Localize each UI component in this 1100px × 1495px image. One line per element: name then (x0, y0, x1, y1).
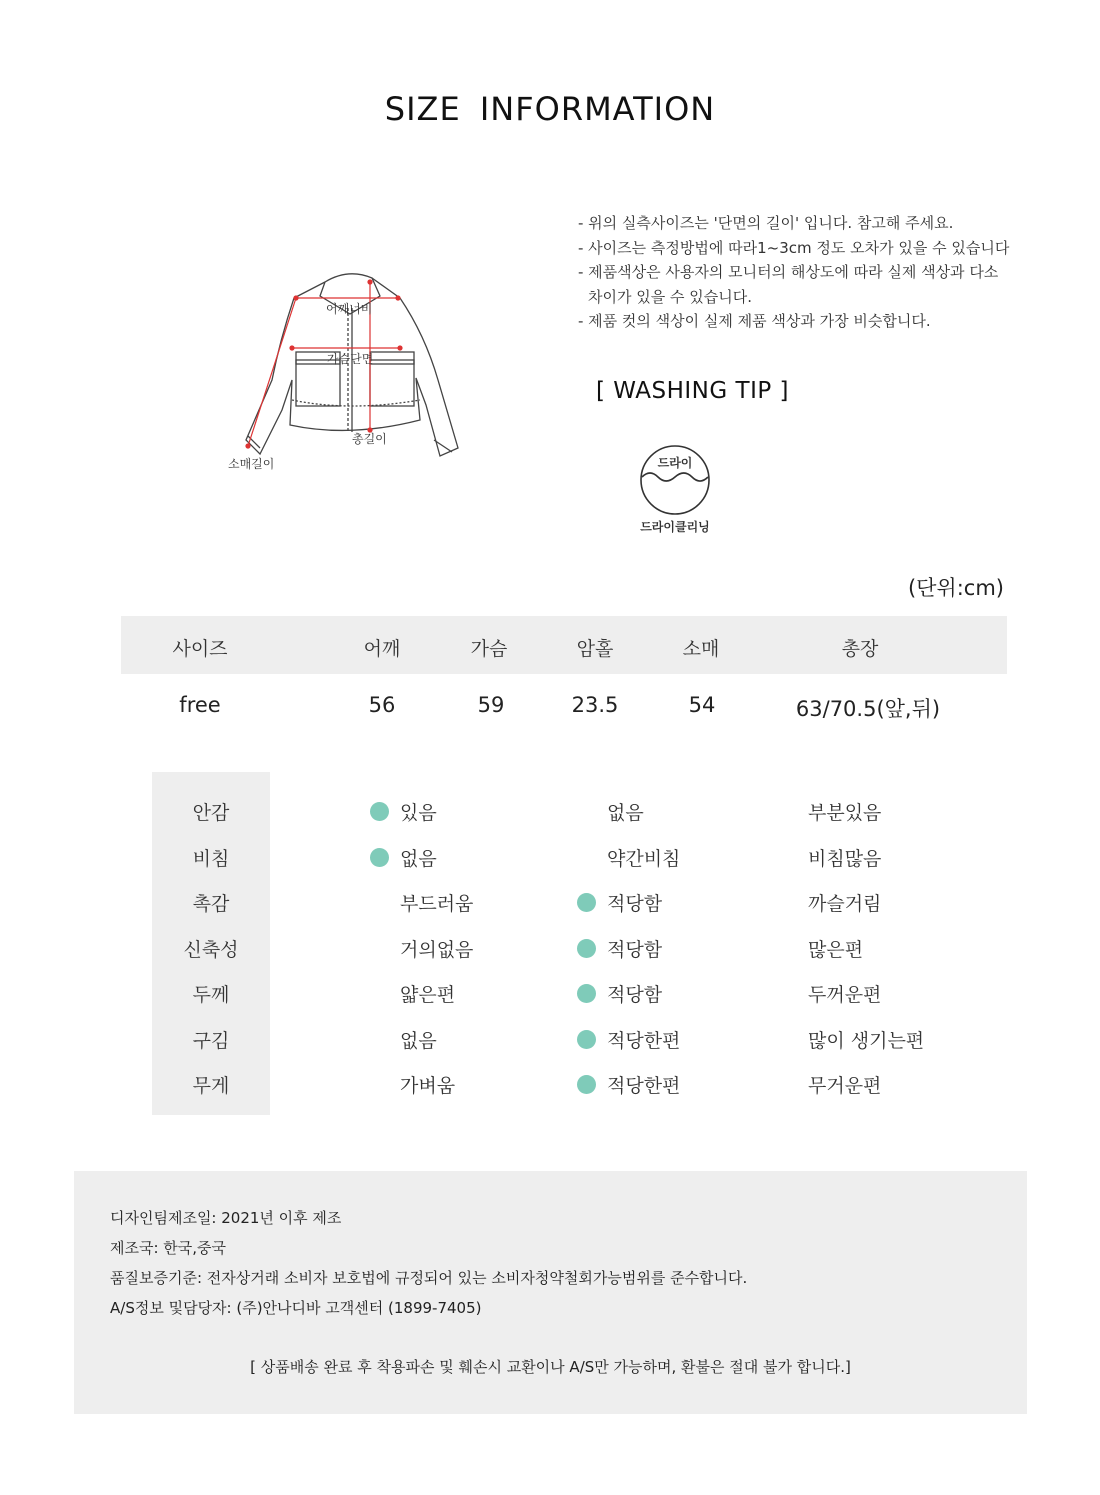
note-line: - 사이즈는 측정방법에 따라1~3cm 정도 오차가 있을 수 있습니다 (578, 238, 1010, 257)
attribute-option: 거의없음 (400, 938, 474, 961)
attribute-option: 비침많음 (808, 847, 882, 870)
attribute-option: 적당한편 (607, 1029, 681, 1052)
value-sleeve: 54 (688, 693, 716, 717)
attribute-option: 적당함 (607, 938, 663, 961)
info-line: 디자인팀제조일: 2021년 이후 제조 (110, 1209, 342, 1227)
attribute-option: 두꺼운편 (808, 984, 882, 1006)
attribute-option: 많이 생기는편 (808, 1029, 925, 1052)
size-notes (578, 211, 1038, 334)
dry-clean-icon (638, 445, 712, 515)
attribute-label: 비침 (192, 847, 230, 870)
attribute-label: 신축성 (183, 938, 239, 961)
value-shoulder: 56 (368, 693, 396, 717)
label-shoulder: 어깨너비 (326, 302, 373, 316)
washing-label: 드라이클리닝 (640, 520, 710, 534)
header-armhole: 암홀 (576, 638, 614, 660)
selected-dot-icon (370, 848, 389, 867)
attribute-option: 까슬거림 (808, 893, 882, 915)
attribute-option: 없음 (400, 1029, 437, 1052)
attribute-option: 적당한편 (607, 1075, 681, 1097)
selected-dot-icon (577, 893, 596, 912)
header-size: 사이즈 (172, 638, 228, 660)
selected-dot-icon (577, 1030, 596, 1049)
refund-notice: [ 상품배송 완료 후 착용파손 및 훼손시 교환이나 A/S만 가능하며, 환불은 절대 불가 합니다.] (250, 1358, 851, 1376)
attribute-option: 무거운편 (808, 1075, 882, 1097)
value-length: 63/70.5(앞,뒤) (795, 697, 941, 721)
attribute-option: 가벼움 (400, 1075, 456, 1097)
attribute-option: 얇은편 (400, 984, 456, 1006)
info-line: A/S정보 및담당자: (주)안나디바 고객센터 (1899-7405) (110, 1299, 482, 1317)
attribute-option: 없음 (607, 802, 644, 824)
washing-tip-title: [ WASHING TIP ] (596, 378, 790, 404)
jacket-diagram (220, 260, 480, 480)
value-chest: 59 (477, 693, 505, 717)
note-line: - 제품 컷의 색상이 실제 제품 색상과 가장 비슷합니다. (578, 312, 931, 330)
attribute-label: 구김 (192, 1029, 230, 1052)
selected-dot-icon (577, 984, 596, 1003)
attribute-option: 부분있음 (808, 802, 882, 824)
attribute-option: 적당함 (607, 893, 663, 915)
label-length: 총길이 (352, 432, 387, 446)
header-sleeve: 소매 (682, 638, 720, 660)
header-length: 총장 (841, 638, 879, 660)
info-line: 제조국: 한국,중국 (110, 1239, 227, 1257)
attribute-option: 적당함 (607, 984, 663, 1006)
attribute-option: 없음 (400, 847, 437, 870)
header-chest: 가슴 (470, 638, 508, 660)
selected-dot-icon (577, 1075, 596, 1094)
attribute-option: 약간비침 (607, 847, 681, 870)
page-title: SIZE INFORMATION (384, 90, 716, 128)
attribute-label: 두께 (192, 984, 230, 1006)
value-size: free (179, 693, 221, 717)
note-line: - 제품색상은 사용자의 모니터의 해상도에 따라 실제 색상과 다소 (578, 263, 999, 281)
value-armhole: 23.5 (571, 693, 619, 717)
dry-clean-icon-text: 드라이 (657, 456, 693, 470)
attribute-label: 촉감 (192, 893, 230, 915)
header-shoulder: 어깨 (363, 638, 401, 660)
label-sleeve: 소매길이 (228, 457, 275, 471)
selected-dot-icon (577, 939, 596, 958)
selected-dot-icon (370, 802, 389, 821)
attribute-option: 많은편 (808, 938, 864, 961)
label-chest: 가슴단면 (327, 352, 374, 366)
note-line: - 위의 실측사이즈는 '단면의 길이' 입니다. 참고해 주세요. (578, 214, 954, 232)
attribute-option: 부드러움 (400, 893, 474, 915)
attribute-label: 무게 (192, 1075, 230, 1097)
note-line: 차이가 있을 수 있습니다. (588, 287, 752, 306)
attribute-label: 안감 (192, 802, 230, 824)
attribute-option: 있음 (400, 802, 437, 824)
unit-label: (단위:cm) (907, 576, 1004, 600)
info-line: 품질보증기준: 전자상거래 소비자 보호법에 규정되어 있는 소비자청약철회가능범위를 준수합니다. (110, 1269, 748, 1287)
